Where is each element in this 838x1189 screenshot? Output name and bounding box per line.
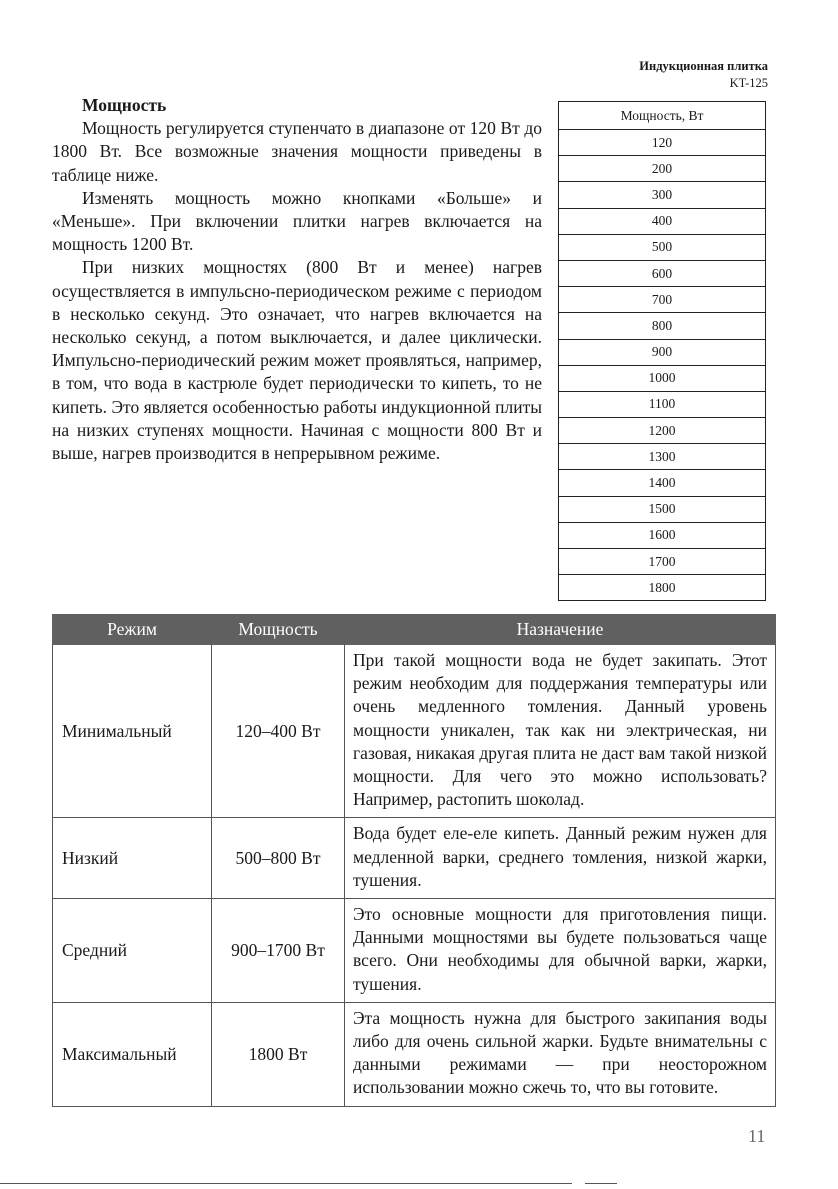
purpose-cell: Это основные мощности для приготовления пищи. Данными мощностями вы будете пользоваться чаще всего. Они необходимы для обычной варки, жарки, тушения.	[345, 899, 776, 1003]
power-value: 200	[559, 156, 766, 182]
power-cell: 500–800 Вт	[212, 818, 345, 899]
modes-table	[52, 614, 776, 1107]
power-value: 1400	[559, 470, 766, 496]
mode-cell: Низкий	[53, 818, 212, 899]
power-cell: 1800 Вт	[212, 1002, 345, 1106]
header-product: Индукционная плитка	[639, 59, 768, 73]
power-cell: 900–1700 Вт	[212, 899, 345, 1003]
power-value: 120	[559, 130, 766, 156]
header-model: KT-125	[729, 76, 768, 90]
power-value: 1200	[559, 418, 766, 444]
power-value: 500	[559, 234, 766, 260]
table-row	[53, 818, 776, 899]
power-levels-table	[558, 101, 766, 601]
mode-cell: Минимальный	[53, 645, 212, 818]
footer-rule	[0, 1183, 572, 1184]
power-value: 300	[559, 182, 766, 208]
purpose-cell: Вода будет еле-еле кипеть. Данный режим нужен для медленной варки, среднего томления, низкой жарки, тушения.	[345, 818, 776, 899]
power-value: 800	[559, 313, 766, 339]
mode-cell: Средний	[53, 899, 212, 1003]
power-cell: 120–400 Вт	[212, 645, 345, 818]
power-value: 1700	[559, 549, 766, 575]
section-title: Мощность	[82, 95, 167, 115]
power-value: 1000	[559, 365, 766, 391]
modes-header-purpose: Назначение	[345, 615, 776, 645]
page-number: 11	[748, 1126, 766, 1146]
table-row	[53, 645, 776, 818]
power-value: 400	[559, 208, 766, 234]
power-table-header: Мощность, Вт	[559, 102, 766, 130]
running-header	[639, 58, 768, 92]
table-row	[53, 1002, 776, 1106]
footer-rule-dash	[585, 1183, 617, 1184]
modes-header-power: Мощность	[212, 615, 345, 645]
power-value: 1300	[559, 444, 766, 470]
modes-header-mode: Режим	[53, 615, 212, 645]
power-value: 900	[559, 339, 766, 365]
purpose-cell: При такой мощности вода не будет закипать. Этот режим необходим для поддержания температуры или очень медленного томления. Данный уровень мощности уникален, так как ни электрическая, ни газовая, никакая другая плита не даст вам такой низкой мощности. Для чего это можно использовать? Например, растопить шоколад.	[345, 645, 776, 818]
mode-cell: Максимальный	[53, 1002, 212, 1106]
power-value: 1500	[559, 496, 766, 522]
power-value: 1100	[559, 391, 766, 417]
power-section	[52, 94, 542, 465]
power-value: 700	[559, 287, 766, 313]
purpose-cell: Эта мощность нужна для быстрого закипания воды либо для очень сильной жарки. Будьте внимательны с данными режимами — при неосторожном использовании можно сжечь то, что вы готовите.	[345, 1002, 776, 1106]
paragraph: Мощность регулируется ступенчато в диапазоне от 120 Вт до 1800 Вт. Все возможные значения мощности приведены в таблице ниже.	[52, 118, 542, 185]
paragraph: Изменять мощность можно кнопками «Больше» и «Меньше». При включении плитки нагрев включается на мощность 1200 Вт.	[52, 187, 542, 255]
power-value: 1600	[559, 522, 766, 548]
table-row	[53, 899, 776, 1003]
paragraph: При низких мощностях (800 Вт и менее) нагрев осуществляется в импульсно-периодическом режиме с периодом в несколько секунд. Это означает, что нагрев включается на несколько секунд, а потом выключается, и далее циклически. Импульсно-периодический режим может проявляться, например, в том, что вода в кастрюле будет периодически то кипеть, то не кипеть. Это является особенностью работы индукционной плиты на низких ступенях мощности. Начиная с мощности 800 Вт и выше, нагрев производится в непрерывном режиме.	[52, 257, 542, 464]
power-value: 1800	[559, 575, 766, 601]
power-value: 600	[559, 260, 766, 286]
